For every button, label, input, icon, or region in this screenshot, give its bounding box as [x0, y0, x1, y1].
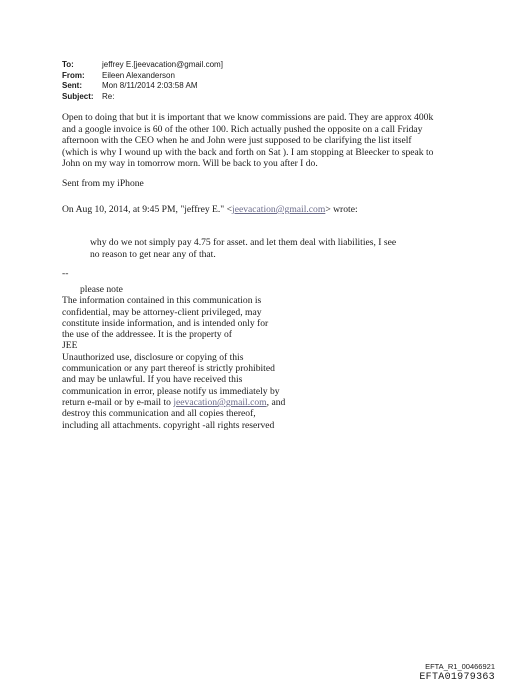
- disclaimer-text: return e-mail or by e-mail to: [62, 396, 174, 408]
- quoted-message: [90, 237, 430, 260]
- body-line: (which is why I wound up with the back and forth on Sat ). I am stopping at Bleecker to speak to: [62, 146, 434, 158]
- body-paragraph: [62, 112, 462, 170]
- from-value: Eileen Alexanderson: [102, 70, 175, 80]
- disclaimer-line: destroy this communication and all copies thereof,: [62, 408, 256, 420]
- attribution-prefix: On Aug 10, 2014, at 9:45 PM, "jeffrey E." <: [62, 204, 233, 215]
- subject-label: Subject:: [62, 91, 94, 101]
- quoted-line: why do we not simply pay 4.75 for asset. and let them deal with liabilities, I see: [90, 237, 397, 248]
- body-line: John on my way in tomorrow morn. Will be back to you after I do.: [62, 158, 318, 170]
- sent-label: Sent:: [62, 81, 82, 90]
- to-value: jeffrey E.[jeevacation@gmail.com]: [102, 60, 223, 69]
- subject-value: Re:: [102, 91, 115, 101]
- disclaimer-text: , and: [266, 396, 286, 408]
- from-row: [62, 71, 223, 82]
- to-row: [62, 60, 223, 71]
- attribution-email-link[interactable]: jeevacation@gmail.com: [232, 204, 326, 215]
- disclaimer-line: JEE: [62, 340, 78, 352]
- disclaimer-line: [62, 397, 285, 408]
- disclaimer: [62, 284, 285, 431]
- sent-value: Mon 8/11/2014 2:03:58 AM: [102, 81, 198, 90]
- disclaimer-line: including all attachments. copyright -all rights reserved: [62, 419, 275, 431]
- body-line: afternoon with the CEO when he and John were just supposed to be clarifying the list itself: [62, 135, 412, 147]
- from-label: From:: [62, 70, 85, 80]
- disclaimer-line: please note: [80, 284, 123, 295]
- body-line: and a google invoice is 60 of the other 100. Rich actually pushed the opposite on a call Friday: [62, 123, 423, 135]
- disclaimer-line: communication in error, please notify us immediately by: [62, 385, 280, 397]
- bates-number-small: EFTA_R1_00466921: [425, 662, 495, 671]
- signature-separator: --: [62, 268, 69, 279]
- disclaimer-line: Unauthorized use, disclosure or copying of this: [62, 351, 244, 363]
- email-header: [62, 60, 223, 102]
- disclaimer-line: communication or any part thereof is strictly prohibited: [62, 363, 275, 375]
- disclaimer-email-link[interactable]: jeevacation@gmail.com: [173, 396, 267, 408]
- to-label: To:: [62, 60, 74, 69]
- subject-row: [62, 92, 223, 103]
- sent-row: [62, 81, 223, 92]
- quoted-line: no reason to get near any of that.: [90, 248, 216, 260]
- disclaimer-line: confidential, may be attorney-client privileged, may: [62, 306, 262, 318]
- body-line: Open to doing that but it is important that we know commissions are paid. They are approx 400k: [62, 112, 434, 123]
- disclaimer-line: and may be unlawful. If you have received this: [62, 374, 243, 386]
- bates-number-large: EFTA01979363: [419, 672, 495, 683]
- attribution-suffix: > wrote:: [325, 204, 358, 215]
- disclaimer-line: constitute inside information, and is intended only for: [62, 317, 269, 329]
- mobile-signature: Sent from my iPhone: [62, 178, 144, 189]
- disclaimer-line: the use of the addressee. It is the property of: [62, 329, 232, 341]
- reply-attribution: [62, 204, 462, 216]
- disclaimer-line: The information contained in this communication is: [62, 295, 262, 307]
